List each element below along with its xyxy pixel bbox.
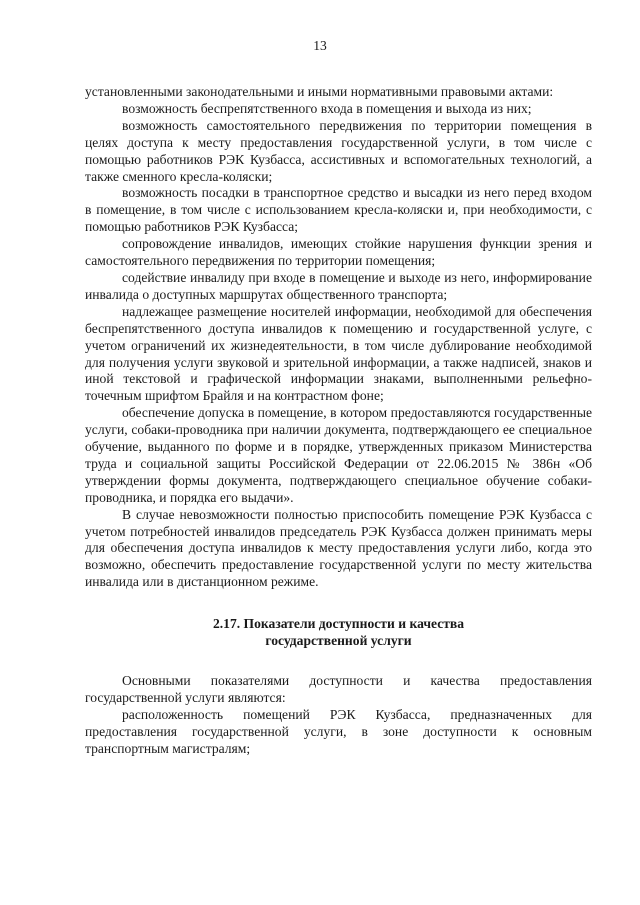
body-paragraph: содействие инвалиду при входе в помещение и выходе из него, информирование инвалида о доступных маршрутах общественного транспорта; (85, 269, 592, 302)
body-paragraph: возможность беспрепятственного входа в помещения и выхода из них; (122, 100, 532, 116)
body-paragraph: обеспечение допуска в помещение, в котором предоставляются государственные услуги, собаки-проводника при наличии документа, подтверждающего ее специальное обучение, выданного по форме и в порядке, утвержденных приказом Министерства труда и социальной защиты Российской Федерации от 22.06.2015 № 386н «Об утверждении формы документа, подтверждающего специальное обучение собаки-проводника, и порядка его выдачи». (85, 405, 592, 505)
body-paragraph: установленными законодательными и иными нормативными правовыми актами: (85, 84, 554, 99)
body-paragraph: В случае невозможности полностью приспособить помещение РЭК Кузбасса с учетом потребностей инвалидов председатель РЭК Кузбасса должен принимать меры для обеспечения доступа инвалидов к месту предоставления услуги либо, когда это возможно, обеспечить предоставление государственной услуги по месту жительства инвалида или в дистанционном режиме. (85, 506, 592, 590)
page-number: 13 (313, 38, 327, 53)
paragraphs-after-heading (85, 673, 592, 758)
section-heading (85, 615, 592, 649)
section-heading-line-2: государственной услуги (265, 633, 412, 649)
page-body (85, 84, 592, 758)
section-heading-line-1: 2.17. Показатели доступности и качества (212, 616, 465, 632)
body-paragraph: возможность самостоятельного передвижения по территории помещения в целях доступа к месту предоставления государственной услуги, в том числе с помощью работников РЭК Кузбасса, ассистивных и вспомогательных технологий, а также сменного кресла-коляски; (85, 117, 592, 184)
body-paragraph: возможность посадки в транспортное средство и высадки из него перед входом в помещение, в том числе с использованием кресла-коляски и, при необходимости, с помощью работников РЭК Кузбасса; (85, 185, 592, 235)
body-paragraph: Основными показателями доступности и качества предоставления государственной услуги являются: (85, 673, 592, 706)
body-paragraph: сопровождение инвалидов, имеющих стойкие нарушения функции зрения и самостоятельного передвижения по территории помещения; (85, 236, 592, 269)
body-paragraph: надлежащее размещение носителей информации, необходимой для обеспечения беспрепятственного доступа инвалидов к помещению и государственной услуге, с учетом ограничений их жизнедеятельности, в том числе дублирование необходимой для получения услуги звуковой и зрительной информации, а также надписей, знаков и иной текстовой и графической информации знаками, выполненными рельефно-точечным шрифтом Брайля и на контрастном фоне; (85, 303, 592, 404)
body-paragraph: расположенность помещений РЭК Кузбасса, предназначенных для предоставления государственной услуги, в зоне доступности к основным транспортным магистралям; (85, 707, 592, 756)
paragraphs-before-heading (85, 84, 592, 591)
